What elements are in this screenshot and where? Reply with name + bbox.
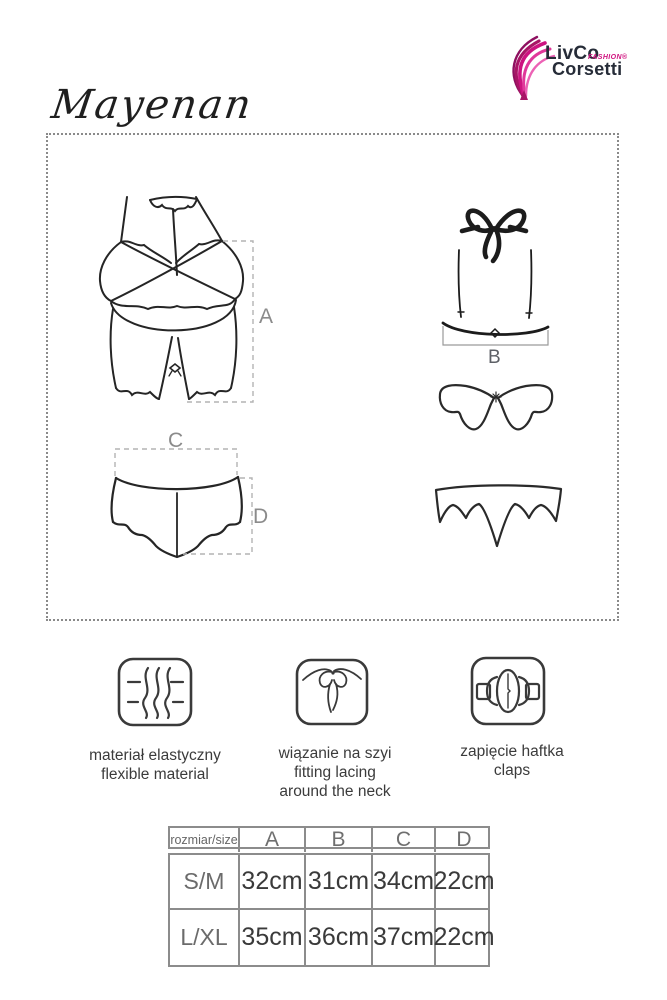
cell-value: 35cm — [240, 910, 306, 965]
cell-value: 37cm — [373, 910, 436, 965]
table-row — [170, 855, 495, 910]
cell-value: 22cm — [433, 867, 495, 895]
header-cell-b: B — [306, 828, 373, 852]
product-title: Mayenan — [48, 82, 256, 128]
brand-name-fashion: FASHION® — [588, 54, 628, 61]
cell-value: 34cm — [373, 855, 436, 908]
header-cell-d: D — [456, 828, 472, 851]
header-cell-a: A — [240, 828, 306, 852]
wing-swoosh-icon — [505, 30, 555, 102]
caption-line: around the neck — [279, 783, 391, 800]
brand-logo — [505, 30, 655, 102]
clasp-icon — [472, 658, 544, 724]
header-cell-c: C — [373, 828, 436, 852]
feature-caption-clasp — [428, 742, 596, 780]
caption-line: zapięcie haftka — [460, 743, 564, 760]
brand-name-top: LivCo — [545, 43, 600, 64]
neck-lacing-icon — [297, 660, 367, 724]
caption-line: flexible material — [101, 766, 209, 783]
header-cell-size: rozmiar/size — [170, 828, 240, 852]
size-table — [168, 826, 495, 967]
cell-value: 32cm — [240, 855, 306, 908]
caption-line: fitting lacing — [294, 764, 376, 781]
measure-label-c: C — [168, 429, 184, 452]
measure-label-d: D — [253, 505, 269, 528]
row-size-label: L/XL — [170, 910, 240, 965]
feature-caption-elastic — [58, 746, 252, 784]
elastic-material-icon — [119, 659, 191, 725]
measure-label-b: B — [488, 347, 501, 368]
cell-value: 22cm — [433, 923, 495, 951]
caption-line: wiązanie na szyi — [278, 745, 392, 762]
brand-name-bottom: Corsetti — [552, 59, 623, 79]
diagram-frame — [46, 133, 619, 621]
caption-line: claps — [493, 762, 531, 779]
feature-caption-lacing — [245, 744, 425, 801]
row-size-label: S/M — [170, 855, 240, 908]
cell-value: 31cm — [306, 855, 373, 908]
measure-label-a: A — [259, 305, 274, 328]
table-row — [170, 910, 495, 965]
caption-line: materiał elastyczny — [89, 747, 221, 764]
cell-value: 36cm — [306, 910, 373, 965]
size-table-body — [168, 853, 495, 967]
size-table-header — [168, 826, 490, 849]
